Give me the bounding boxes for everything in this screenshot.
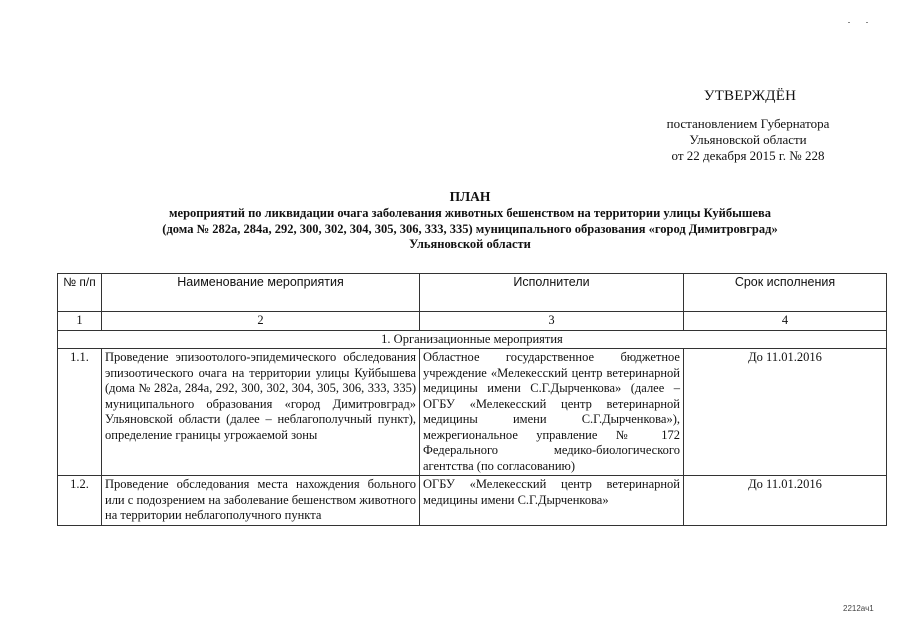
section-title: 1. Организационные мероприятия — [58, 330, 887, 349]
doc-reference: 2212ач1 — [843, 604, 874, 613]
approval-title-wrap — [620, 88, 880, 105]
row-name: Проведение обследования места нахождения больного или с подозрением на заболевание бешенством животного на территории неблагополучного пункта — [102, 476, 420, 526]
approval-line-2: Ульяновской области — [689, 132, 807, 147]
plan-subtitle-line-3: Ульяновской области — [409, 237, 531, 251]
plan-heading — [70, 188, 870, 253]
column-number-2: 2 — [102, 312, 420, 331]
scan-speck — [866, 22, 868, 23]
approval-title: УТВЕРЖДЁН — [703, 88, 797, 104]
measures-table — [57, 273, 887, 526]
approval-lines — [628, 116, 868, 164]
header-num: № п/п — [58, 274, 102, 312]
row-term: До 11.01.2016 — [684, 476, 887, 526]
column-number-1: 1 — [58, 312, 102, 331]
header-executors: Исполнители — [420, 274, 684, 312]
row-num: 1.2. — [58, 476, 102, 526]
row-name: Проведение эпизоотолого-эпидемического обследования эпизоотического очага на территории улицы Куйбышева (дома № 282а, 284а, 292, 300, 302, 304, 305, 306, 333, 335) муниципального образования «город Димитровград» Ульяновской области (далее – неблагополучный пункт), определение границы угрожаемой зоны — [102, 349, 420, 476]
plan-title: ПЛАН — [449, 189, 491, 204]
column-numbers-row — [58, 312, 887, 331]
row-executors: ОГБУ «Мелекесский центр ветеринарной медицины имени С.Г.Дырченкова» — [420, 476, 684, 526]
table-row — [58, 349, 887, 476]
table-row — [58, 476, 887, 526]
header-name: Наименование мероприятия — [102, 274, 420, 312]
column-number-4: 4 — [684, 312, 887, 331]
row-term: До 11.01.2016 — [684, 349, 887, 476]
plan-subtitle-line-2: (дома № 282а, 284а, 292, 300, 302, 304, 305, 306, 333, 335) муниципального образования «город Димитровград» — [162, 221, 778, 236]
header-term: Срок исполнения — [684, 274, 887, 312]
approval-line-3: от 22 декабря 2015 г. № 228 — [671, 148, 825, 163]
column-number-3: 3 — [420, 312, 684, 331]
plan-subtitle-line-1: мероприятий по ликвидации очага заболевания животных бешенством на территории улицы Куйбышева — [169, 206, 771, 220]
row-num: 1.1. — [58, 349, 102, 476]
row-executors: Областное государственное бюджетное учреждение «Мелекесский центр ветеринарной медицины имени С.Г.Дырченкова» (далее – ОГБУ «Мелекесский центр ветеринарной медицины имени С.Г.Дырченкова»), межрегиональное управление № 172 Федерального медико-биологического агентства (по согласованию) — [420, 349, 684, 476]
approval-line-1: постановлением Губернатора — [666, 116, 830, 131]
section-row — [58, 330, 887, 349]
table-header-row — [58, 274, 887, 312]
scan-speck — [848, 22, 850, 23]
